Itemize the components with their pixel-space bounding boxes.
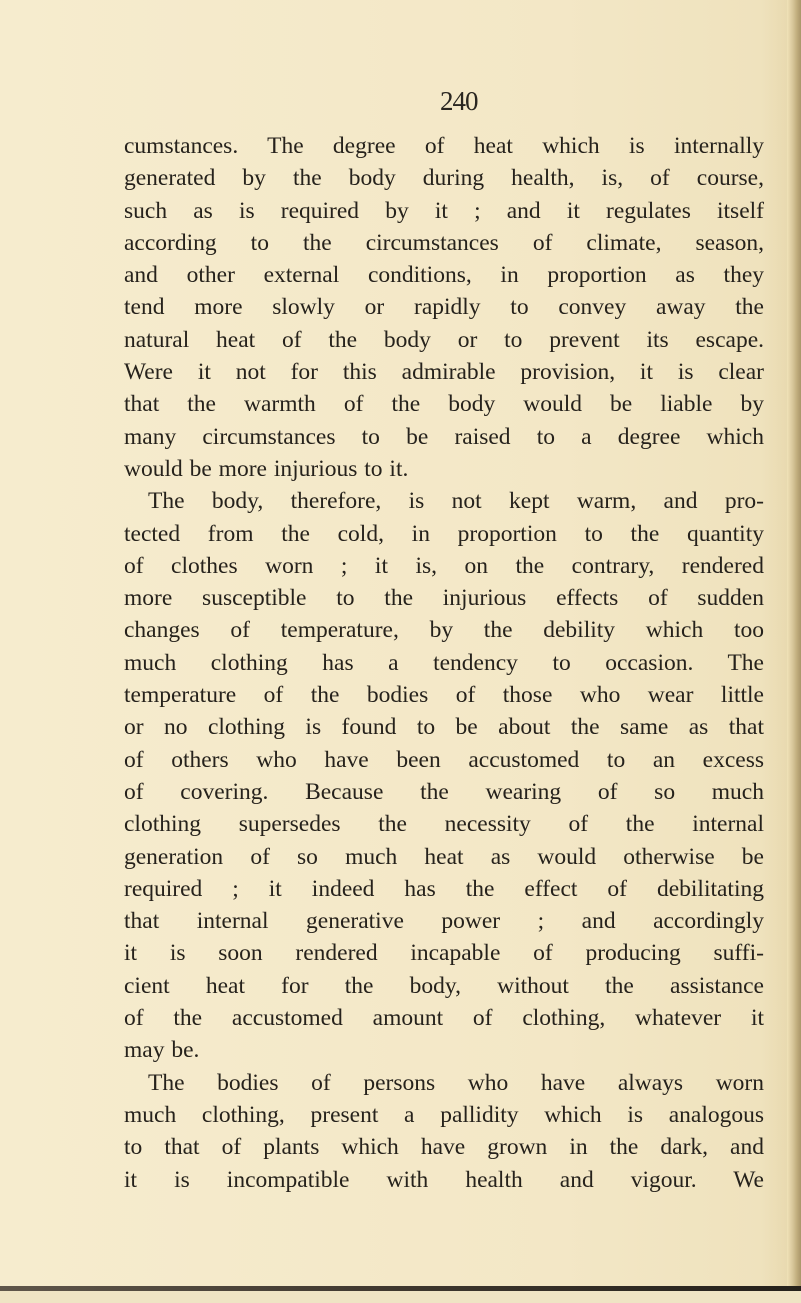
body-text	[124, 130, 764, 1196]
text-line: of the accustomed amount of clothing, whatever it	[124, 1005, 764, 1032]
text-line: and other external conditions, in proportion as they	[124, 262, 764, 289]
text-line: or no clothing is found to be about the same as that	[124, 714, 764, 741]
page-number: 240	[440, 86, 478, 116]
text-line: it is soon rendered incapable of producing suffi-	[124, 940, 764, 967]
text-line: tected from the cold, in proportion to the quantity	[124, 520, 764, 547]
text-line: to that of plants which have grown in the dark, and	[124, 1134, 764, 1161]
text-line: Were it not for this admirable provision, it is clear	[124, 359, 764, 386]
text-line: cient heat for the body, without the assistance	[124, 972, 764, 999]
text-line: it is incompatible with health and vigour. We	[124, 1166, 764, 1193]
text-line: The body, therefore, is not kept warm, and pro-	[148, 488, 764, 515]
text-line: many circumstances to be raised to a degree which	[124, 423, 764, 450]
text-line: generated by the body during health, is, of course,	[124, 165, 764, 192]
text-line: changes of temperature, by the debility which too	[124, 617, 764, 644]
text-line: according to the circumstances of climate, season,	[124, 229, 764, 256]
text-line: The bodies of persons who have always worn	[148, 1069, 764, 1096]
text-line: of others who have been accustomed to an excess	[124, 746, 764, 773]
text-line: that internal generative power ; and accordingly	[124, 908, 764, 935]
text-line: natural heat of the body or to prevent its escape.	[124, 326, 764, 353]
text-line: of clothes worn ; it is, on the contrary, rendered	[124, 552, 764, 579]
text-line: much clothing has a tendency to occasion. The	[124, 649, 764, 676]
text-line: tend more slowly or rapidly to convey away the	[124, 294, 764, 321]
text-line: cumstances. The degree of heat which is internally	[124, 133, 764, 159]
page-binding-edge	[787, 0, 801, 1303]
page-bottom-strip	[0, 1291, 801, 1303]
text-line: temperature of the bodies of those who wear little	[124, 682, 764, 709]
text-line: of covering. Because the wearing of so much	[124, 778, 764, 805]
text-line: would be more injurious to it.	[124, 455, 409, 482]
text-line: that the warmth of the body would be liable by	[124, 391, 764, 418]
text-line: required ; it indeed has the effect of debilitating	[124, 875, 764, 902]
text-line: clothing supersedes the necessity of the internal	[124, 811, 764, 838]
text-line: much clothing, present a pallidity which is analogous	[124, 1101, 764, 1128]
text-line: such as is required by it ; and it regulates itself	[124, 197, 764, 224]
text-line: more susceptible to the injurious effects of sudden	[124, 585, 764, 612]
text-line: may be.	[124, 1037, 200, 1064]
text-line: generation of so much heat as would otherwise be	[124, 843, 764, 870]
